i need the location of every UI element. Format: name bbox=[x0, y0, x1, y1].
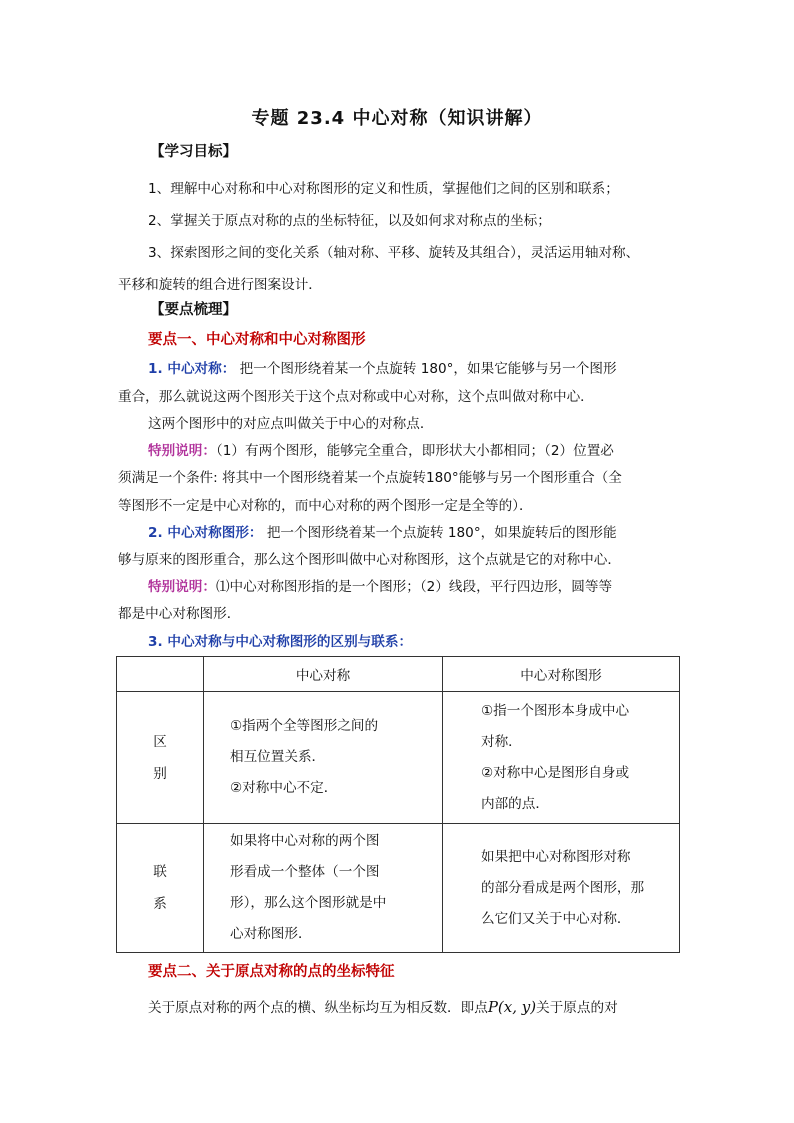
point-one-title: 要点一、中心对称和中心对称图形 bbox=[148, 332, 366, 348]
cell-line: 如果把中心对称图形对称 bbox=[481, 848, 631, 865]
rule-text: 关于原点对称的两个点的横、纵坐标均互为相反数．即点 bbox=[148, 1000, 488, 1016]
point-two-title: 要点二、关于原点对称的点的坐标特征 bbox=[148, 964, 395, 980]
special-note bbox=[148, 439, 614, 459]
point-notation: P(x, y) bbox=[487, 998, 537, 1016]
row-label-char: 别 bbox=[153, 765, 167, 782]
definition-central-symmetric-figure bbox=[148, 521, 617, 541]
cell-line: ②对称中心是图形自身或 bbox=[481, 764, 630, 781]
row-label-char: 联 bbox=[153, 864, 167, 880]
cell-line: 心对称图形． bbox=[230, 926, 312, 942]
cell-line: 对称． bbox=[481, 733, 522, 750]
special-note bbox=[148, 575, 612, 595]
row-label-char: 区 bbox=[153, 733, 167, 750]
table-row bbox=[117, 824, 680, 953]
cell-line: 相互位置关系． bbox=[230, 749, 326, 765]
learning-goals-heading: 【学习目标】 bbox=[150, 144, 237, 160]
definition-text: 把一个图形绕着某一个点旋转 180°，如果它能够与另一个图形 bbox=[235, 361, 617, 377]
goal-item: 2、掌握关于原点对称的点的坐标特征，以及如何求对称点的坐标； bbox=[148, 213, 551, 229]
cell-line: 形看成一个整体（一个图 bbox=[230, 864, 380, 880]
cell-line: 形），那么这个图形就是中 bbox=[230, 895, 387, 911]
table-cell bbox=[443, 692, 680, 824]
definition-text: 够与原来的图形重合，那么这个图形叫做中心对称图形，这个点就是它的对称中心． bbox=[118, 552, 621, 568]
definition-text: 重合，那么就说这两个图形关于这个点对称或中心对称，这个点叫做对称中心． bbox=[118, 389, 594, 405]
row-label bbox=[117, 692, 204, 824]
goal-item: 1、理解中心对称和中心对称图形的定义和性质，掌握他们之间的区别和联系； bbox=[148, 181, 619, 197]
definition-central-symmetry bbox=[148, 357, 617, 377]
definition-text: 把一个图形绕着某一个点旋转 180°，如果旋转后的图形能 bbox=[262, 525, 617, 541]
rule-text-end: 关于原点的对 bbox=[536, 1000, 618, 1016]
note-text: 等图形不一定是中心对称的，而中心对称的两个图形一定是全等的）． bbox=[118, 498, 533, 514]
cell-line: 如果将中心对称的两个图 bbox=[230, 833, 380, 849]
row-label-char: 系 bbox=[153, 896, 167, 912]
goal-item: 3、探索图形之间的变化关系（轴对称、平移、旋转及其组合），灵活运用轴对称、 bbox=[148, 245, 640, 261]
cell-line: ②对称中心不定． bbox=[230, 780, 338, 796]
cell-line: 的部分看成是两个图形，那 bbox=[481, 879, 645, 896]
goal-item: 平移和旋转的组合进行图案设计． bbox=[118, 277, 322, 293]
note-text: （1）有两个图形，能够完全重合，即形状大小都相同；（2）位置必 bbox=[215, 443, 614, 459]
definition-label: 1. 中心对称： bbox=[148, 361, 236, 377]
table-header: 中心对称图形 bbox=[443, 657, 680, 692]
table-header: 中心对称 bbox=[204, 657, 443, 692]
table-cell bbox=[204, 692, 443, 824]
page-title: 专题 23.4 中心对称（知识讲解） bbox=[251, 108, 543, 129]
comparison-heading: 3. 中心对称与中心对称图形的区别与联系： bbox=[148, 634, 413, 650]
table-cell bbox=[204, 824, 443, 953]
note-text: 都是中心对称图形． bbox=[118, 606, 241, 622]
definition-text: 这两个图形中的对应点叫做关于中心的对称点． bbox=[148, 416, 434, 432]
table-cell bbox=[443, 824, 680, 953]
row-label bbox=[117, 824, 204, 953]
table-header-row bbox=[117, 657, 680, 692]
cell-line: ①指一个图形本身成中心 bbox=[481, 702, 630, 719]
cell-line: ①指两个全等图形之间的 bbox=[230, 718, 379, 734]
note-label: 特别说明： bbox=[148, 579, 216, 595]
note-text: 须满足一个条件: 将其中一个图形绕着某一个点旋转180°能够与另一个图形重合（全 bbox=[118, 470, 622, 486]
cell-line: 么它们又关于中心对称． bbox=[481, 910, 631, 927]
comparison-table bbox=[116, 656, 680, 953]
key-points-heading: 【要点梳理】 bbox=[150, 302, 237, 318]
definition-label: 2. 中心对称图形： bbox=[148, 525, 263, 541]
table-row bbox=[117, 692, 680, 824]
note-text: ⑴中心对称图形指的是一个图形；（2）线段，平行四边形，圆等等 bbox=[215, 579, 613, 595]
note-label: 特别说明： bbox=[148, 443, 216, 459]
coordinate-rule bbox=[148, 996, 618, 1016]
cell-line: 内部的点． bbox=[481, 795, 549, 812]
table-header-empty bbox=[117, 657, 204, 692]
